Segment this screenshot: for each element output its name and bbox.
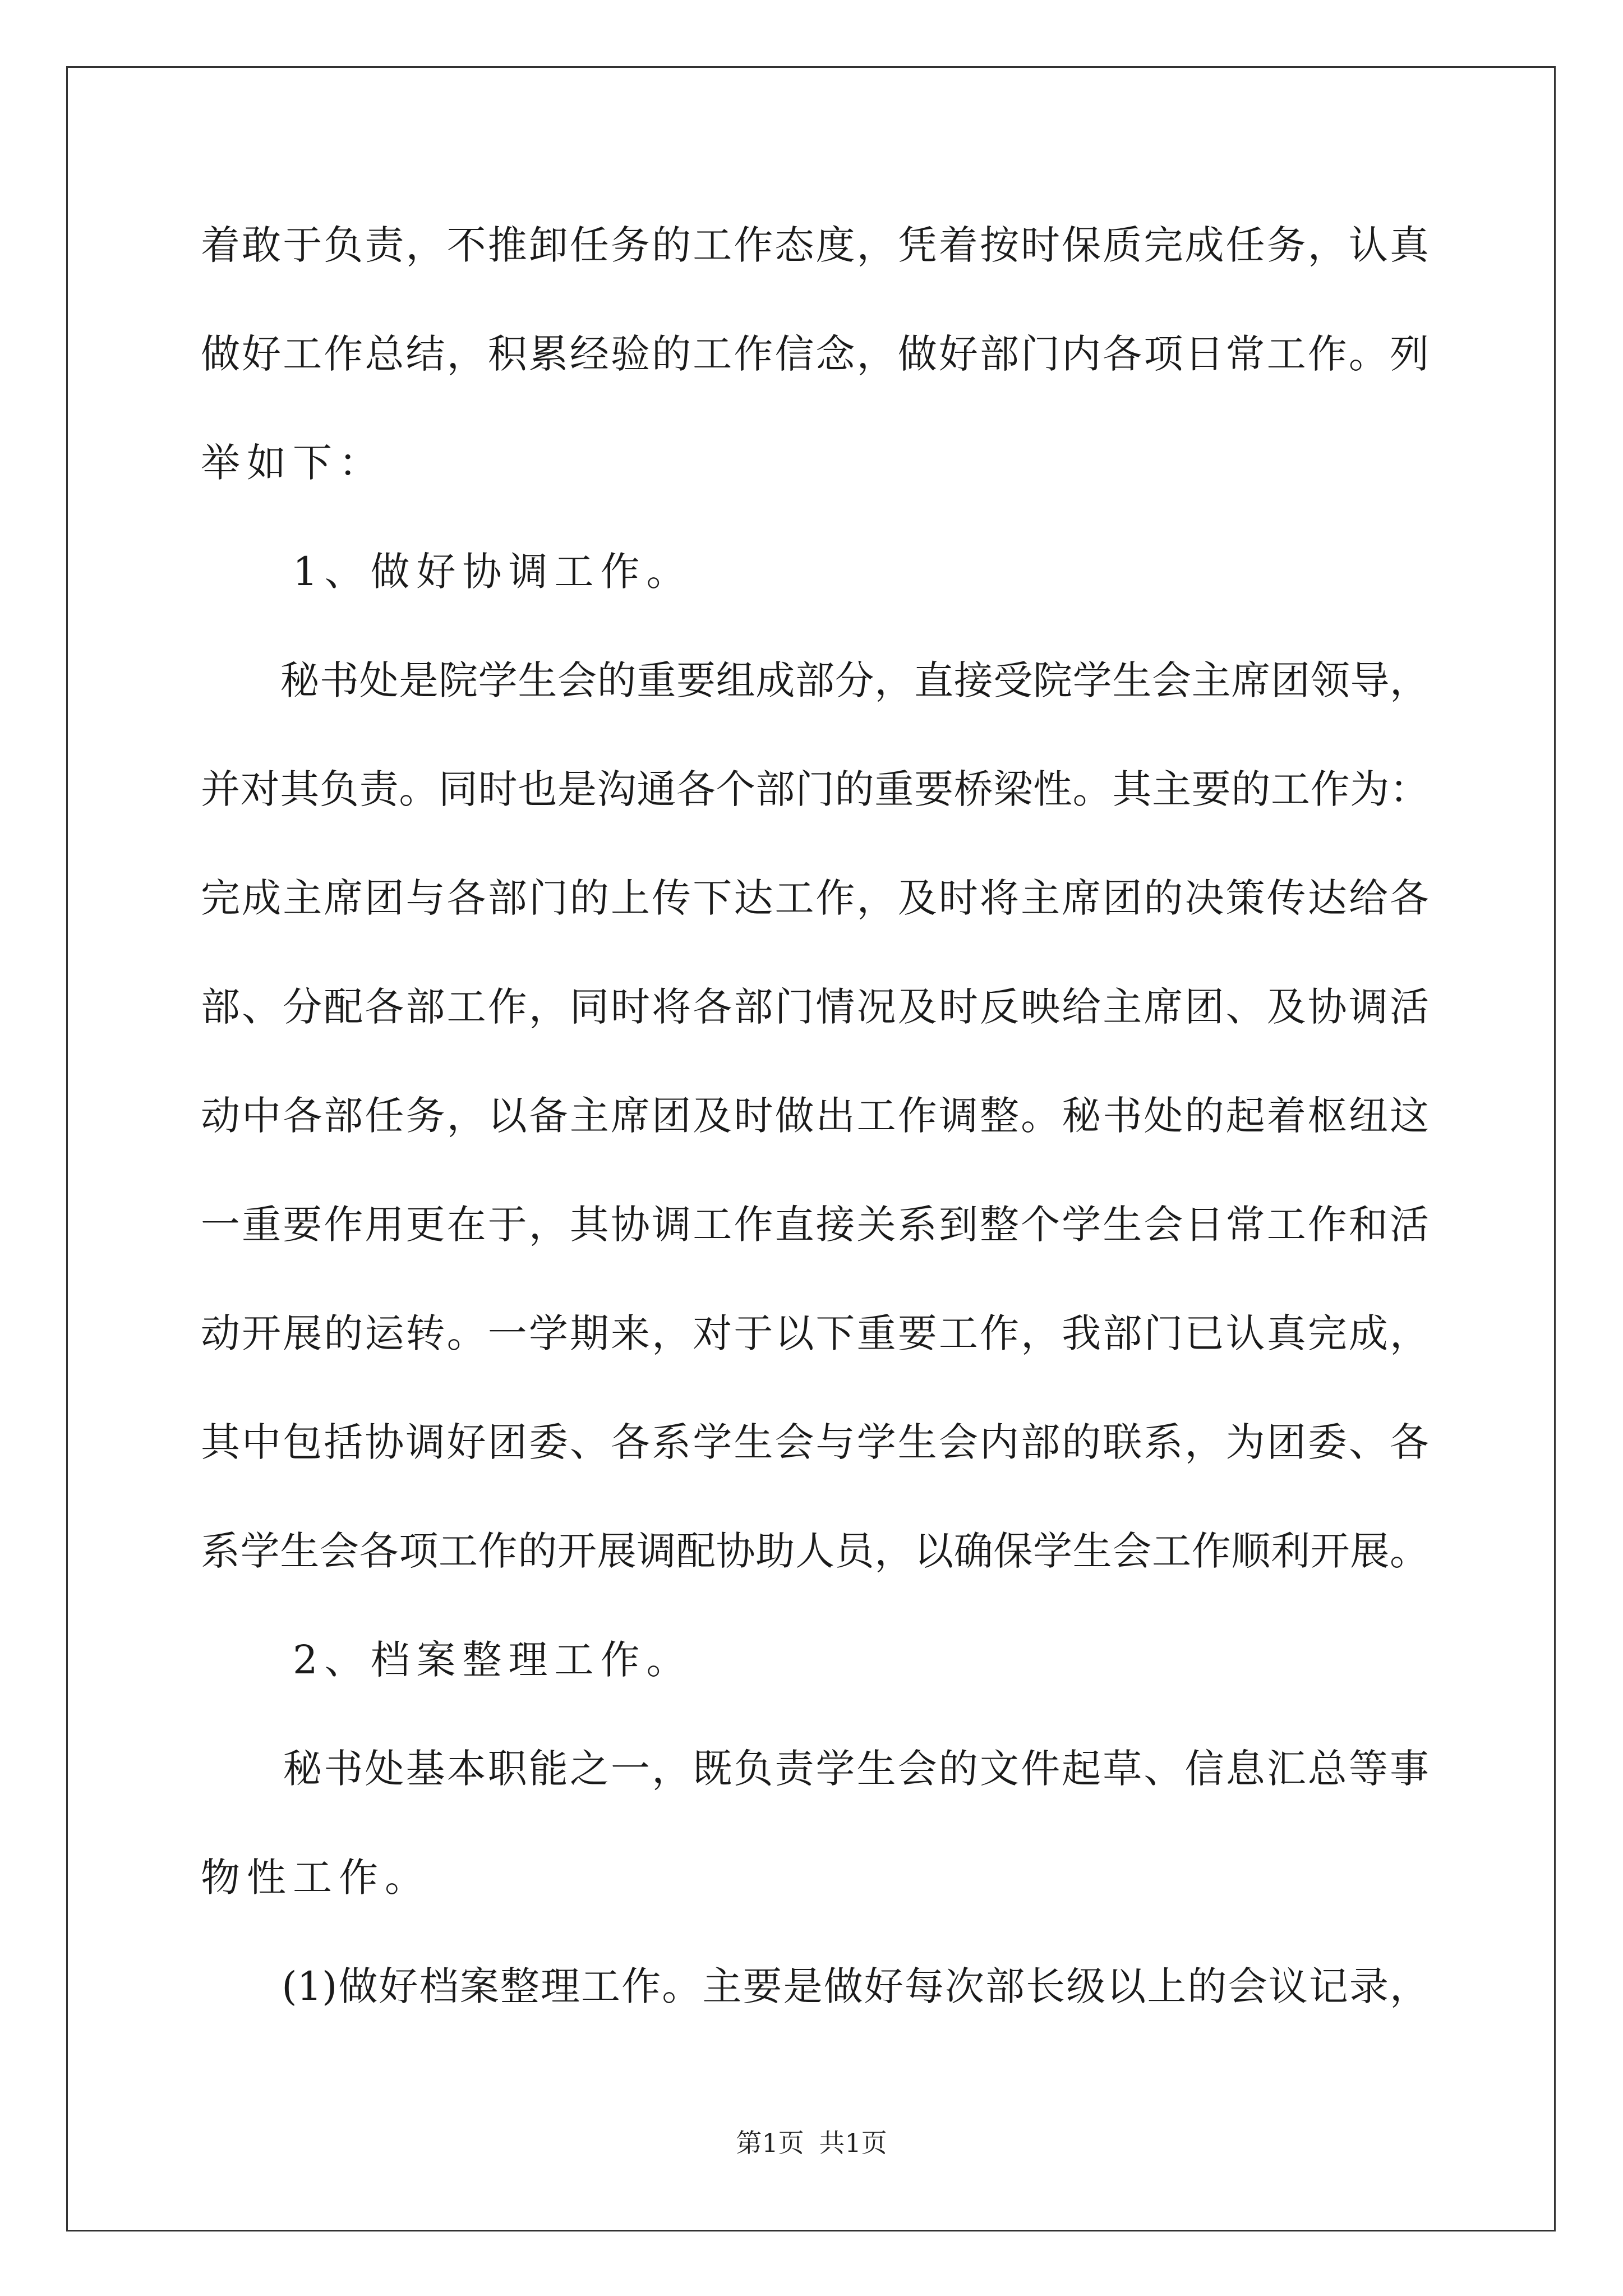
- text-line: 完成主席团与各部门的上传下达工作，及时将主席团的决策传达给各: [201, 875, 1429, 921]
- page-number: 第1页: [736, 2128, 804, 2158]
- text-line: 物性工作。: [201, 1855, 431, 1901]
- text-line: 着敢于负责，不推卸任务的工作态度，凭着按时保质完成任务，认真: [201, 222, 1429, 268]
- text-line: (1)做好档案整理工作。主要是做好每次部长级以上的会议记录，: [201, 1963, 1429, 2009]
- page-total: 共1页: [819, 2128, 887, 2158]
- text-line: 一重要作用更在于，其协调工作直接关系到整个学生会日常工作和活: [201, 1202, 1429, 1248]
- text-line: 动开展的运转。一学期来，对于以下重要工作，我部门已认真完成，: [201, 1310, 1429, 1356]
- text-line: 做好工作总结，积累经验的工作信念，做好部门内各项日常工作。列: [201, 331, 1429, 377]
- section-heading: 2、档案整理工作。: [201, 1637, 693, 1683]
- text-line: 并对其负责。同时也是沟通各个部门的重要桥梁性。其主要的工作为：: [201, 766, 1429, 812]
- document-body: [201, 191, 1429, 2041]
- text-line: 举如下：: [201, 440, 385, 486]
- text-line: 动中各部任务，以备主席团及时做出工作调整。秘书处的起着枢纽这: [201, 1093, 1429, 1139]
- text-line: 部、分配各部工作，同时将各部门情况及时反映给主席团、及协调活: [201, 984, 1429, 1030]
- text-line: 秘书处基本职能之一，既负责学生会的文件起草、信息汇总等事: [201, 1746, 1429, 1792]
- section-heading: 1、做好协调工作。: [201, 549, 693, 595]
- text-line: 其中包括协调好团委、各系学生会与学生会内部的联系，为团委、各: [201, 1419, 1429, 1465]
- text-line: 秘书处是院学生会的重要组成部分，直接受院学生会主席团领导，: [201, 657, 1429, 703]
- page-footer: [0, 2126, 1623, 2160]
- text-line: 系学生会各项工作的开展调配协助人员，以确保学生会工作顺利开展。: [201, 1528, 1429, 1574]
